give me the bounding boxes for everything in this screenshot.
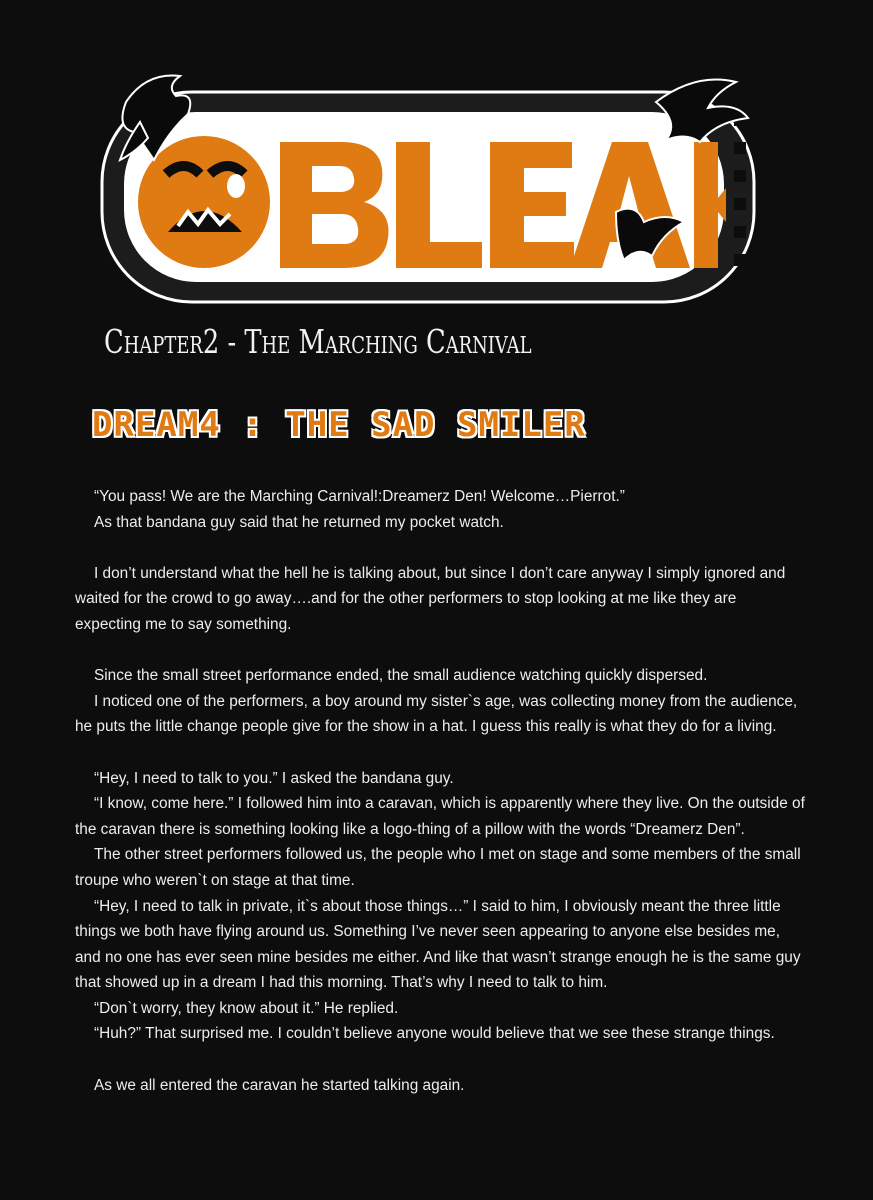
story-paragraph: “Huh?” That surprised me. I couldn’t believe anyone would believe that we see these strange things.	[94, 1025, 775, 1043]
paragraph-gap	[75, 740, 805, 766]
story-paragraph: As we all entered the caravan he started talking again.	[94, 1076, 465, 1094]
story-paragraph: I noticed one of the performers, a boy around my sister`s age, was collecting money from the audience, he puts the little change people give for the show in a hat. I guess this really is what they do for a living.	[75, 692, 798, 736]
paragraph-gap	[75, 1047, 805, 1073]
sad-face-icon	[138, 136, 270, 268]
story-paragraph: Since the small street performance ended, the small audience watching quickly dispersed.	[94, 667, 708, 685]
dream-title: DREAM4 : THE SAD SMILER	[92, 405, 586, 445]
story-paragraph: “Don`t worry, they know about it.” He replied.	[94, 999, 399, 1017]
story-paragraph: I don’t understand what the hell he is talking about, but since I don’t care anyway I simply ignored and waited for the crowd to go away….and for the other performers to stop looking at me like they are expecting me to say something.	[75, 564, 786, 633]
story-text	[75, 484, 805, 1098]
chapter-title: Chapter2 - The Marching Carnival	[104, 322, 532, 361]
story-paragraph: “Hey, I need to talk to you.” I asked the bandana guy.	[94, 769, 454, 787]
paragraph-gap	[75, 638, 805, 664]
story-paragraph: The other street performers followed us, the people who I met on stage and some members of the small troupe who weren`t on stage at that time.	[75, 846, 801, 889]
story-paragraph: “Hey, I need to talk in private, it`s about those things…” I said to him, I obviously meant the three little things we both have flying around us. Something I’ve never seen appearing to anyone else besides me, and no one has ever seen mine besides me either. And like that wasn’t strange enough he is the same guy that showed up in a dream I had this morning. That’s why I need to talk to him.	[75, 897, 801, 992]
story-paragraph: “I know, come here.” I followed him into a caravan, which is apparently where they live. On the outside of the caravan there is something looking like a logo-thing of a pillow with the words “Dreamerz Den”.	[75, 795, 805, 838]
story-paragraph: As that bandana guy said that he returned my pocket watch.	[94, 513, 504, 531]
bleak-logo	[96, 62, 760, 310]
story-paragraph: “You pass! We are the Marching Carnival!:Dreamerz Den! Welcome…Pierrot.”	[94, 488, 625, 505]
paragraph-gap	[75, 535, 805, 561]
